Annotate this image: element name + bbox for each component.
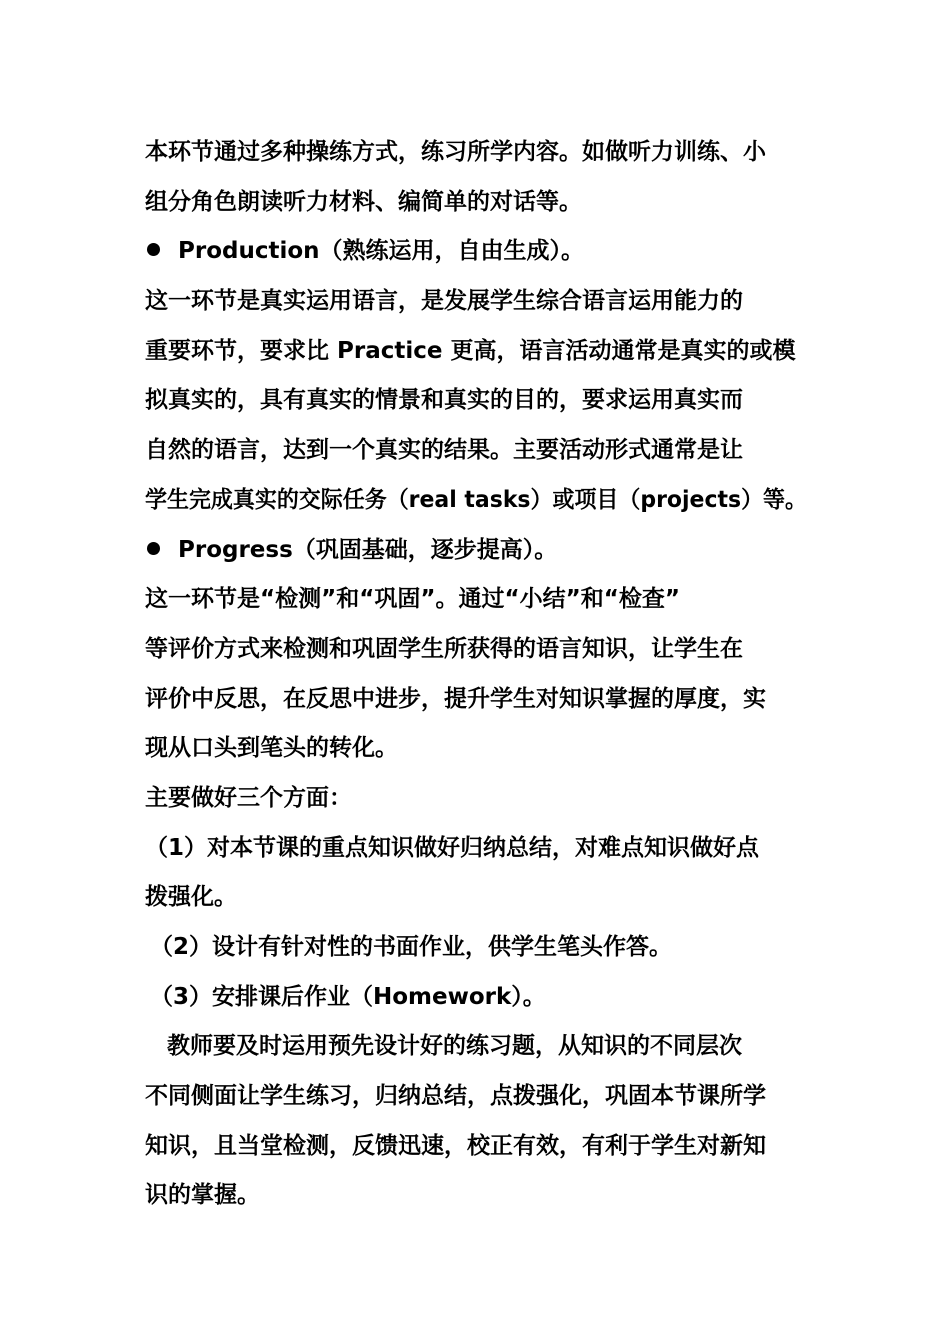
bullet-item-production — [145, 227, 807, 277]
text-line — [145, 426, 807, 476]
document-page — [145, 128, 807, 1221]
text-line — [145, 1122, 807, 1172]
text-line-content: 等评价方式来检测和巩固学生所获得的语言知识，让学生在 — [145, 635, 743, 662]
text-line — [145, 128, 807, 178]
text-line — [145, 376, 807, 426]
bullet-heading: Progress（巩固基础，逐步提高）。 — [178, 536, 558, 563]
text-line-content: 主要做好三个方面： — [145, 784, 352, 811]
text-line-content: 现从口头到笔头的转化。 — [145, 735, 398, 762]
text-line — [145, 476, 807, 526]
text-line — [145, 675, 807, 725]
text-line — [145, 724, 807, 774]
text-line — [145, 178, 807, 228]
text-line — [145, 873, 807, 923]
text-line — [145, 625, 807, 675]
numbered-item-2 — [145, 923, 807, 973]
numbered-item-3 — [145, 973, 807, 1023]
text-line-content: 学生完成真实的交际任务（real tasks）或项目（projects）等。 — [145, 486, 807, 513]
text-line-content: （1）对本节课的重点知识做好归纳总结，对难点知识做好点 — [145, 834, 760, 861]
text-line-content: 不同侧面让学生练习，归纳总结，点拨强化，巩固本节课所学 — [145, 1083, 766, 1110]
text-line — [145, 575, 807, 625]
text-line-content: （2）设计有针对性的书面作业，供学生笔头作答。 — [150, 934, 673, 960]
text-line — [145, 327, 807, 377]
text-line-content: 重要环节，要求比 Practice 更高，语言活动通常是真实的或模 — [145, 337, 796, 364]
text-line — [145, 1072, 807, 1122]
text-line-content: 自然的语言，达到一个真实的结果。主要活动形式通常是让 — [145, 437, 743, 464]
text-line-content: 教师要及时运用预先设计好的练习题，从知识的不同层次 — [167, 1033, 742, 1060]
bullet-item-progress — [145, 526, 807, 576]
text-line-content: 识的掌握。 — [145, 1182, 260, 1209]
bullet-icon — [147, 542, 160, 555]
text-line-content: 组分角色朗读听力材料、编简单的对话等。 — [145, 188, 582, 215]
text-line-content: 评价中反思，在反思中进步，提升学生对知识掌握的厚度，实 — [145, 685, 766, 712]
text-line-content: 本环节通过多种操练方式，练习所学内容。如做听力训练、小 — [145, 139, 766, 165]
text-line-content: 这一环节是真实运用语言，是发展学生综合语言运用能力的 — [145, 288, 743, 315]
text-line-content: 拟真实的，具有真实的情景和真实的目的，要求运用真实而 — [145, 387, 743, 414]
text-line — [145, 774, 807, 824]
text-line-content: 这一环节是“检测”和“巩固”。通过“小结”和“检查” — [145, 586, 680, 613]
bullet-heading: Production（熟练运用，自由生成）。 — [178, 238, 585, 265]
text-line-content: 拨强化。 — [145, 884, 237, 911]
paragraph-start-line — [145, 1022, 807, 1072]
text-line-content: （3）安排课后作业（Homework）。 — [150, 983, 546, 1010]
bullet-icon — [147, 243, 160, 256]
numbered-item-1 — [145, 824, 807, 874]
text-line-content: 知识，且当堂检测，反馈迅速，校正有效，有利于学生对新知 — [145, 1132, 766, 1159]
text-line — [145, 1171, 807, 1221]
text-line — [145, 277, 807, 327]
